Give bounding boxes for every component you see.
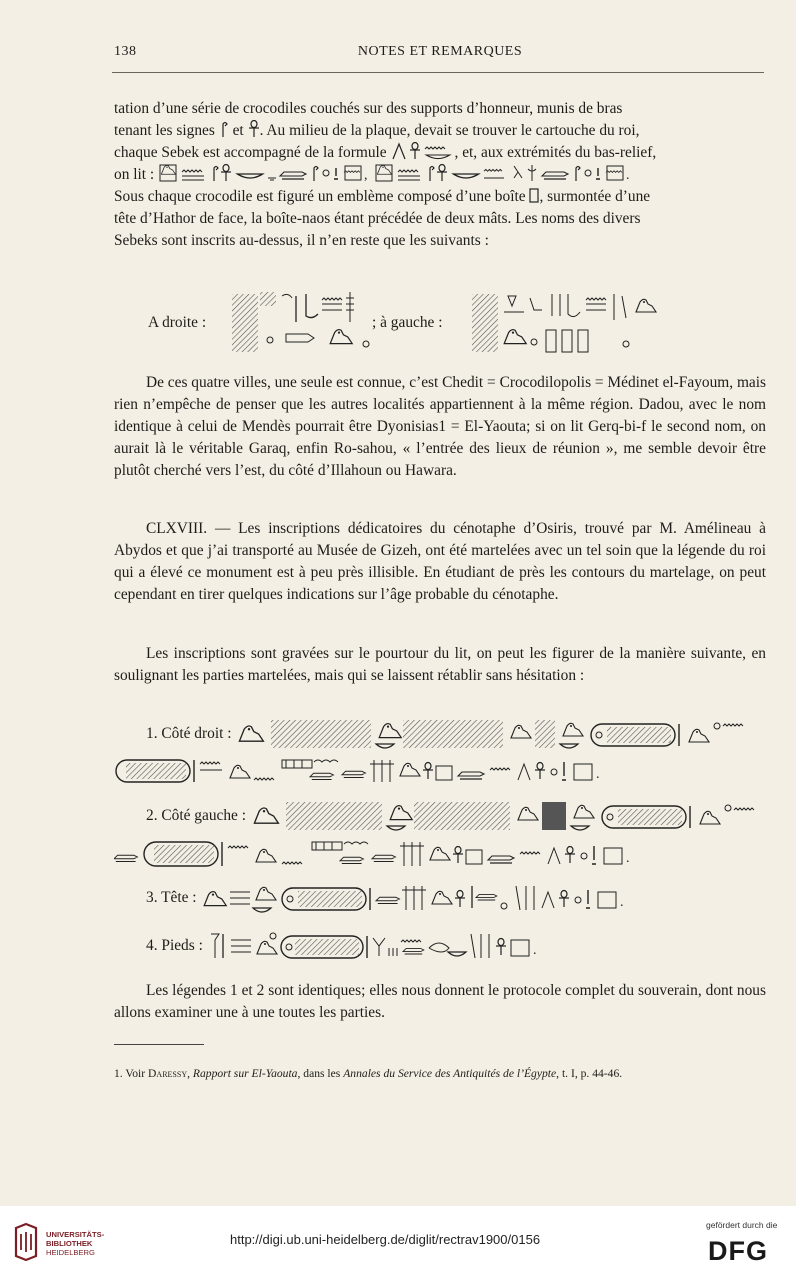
inscription-1-cont-glyphs-icon <box>114 756 714 786</box>
university-library-logo-icon <box>12 1222 40 1262</box>
source-url-link[interactable]: http://digi.ub.uni-heidelberg.de/diglit/rectrav1900/0156 <box>230 1232 541 1247</box>
inscription-3-label: 3. Tête : <box>146 889 197 906</box>
funded-by-text: gefördert durch die <box>706 1220 778 1230</box>
reed-sign-icon <box>219 120 229 138</box>
para1-line4: on lit : , . <box>114 164 766 186</box>
inscription-2 <box>114 800 760 832</box>
inscription-3-glyphs-icon <box>200 882 680 914</box>
para1-line2: tenant les signes et . Au milieu de la plaque, devait se trouver le cartouche du roi, <box>114 122 640 139</box>
paragraph-3: CLXVIII. — Les inscriptions dédicatoires du cénotaphe d’Osiris, trouvé par M. Amélineau à Abydos et que j’ai transporté au Musée de Gizeh, ont été martelées avec un tel soin que la légende du roi qui a élevé ce monument est à peu près illisible. En étudiant de près les contours du martelage, on peut cependant en tirer quelques indications sur l’âge probable du cénotaphe. <box>114 520 766 603</box>
svg-text:.: . <box>620 895 624 910</box>
inscription-2-cont <box>114 838 714 870</box>
para1-line1: tation d’une série de crocodiles couchés sur des supports d’honneur, munis de bras <box>114 100 623 117</box>
page-number: 138 <box>114 44 137 59</box>
hieroglyph-group-right-icon <box>230 290 380 356</box>
para1-line7: Sebeks sont inscrits au-dessus, il n’en reste que les suivants : <box>114 232 489 249</box>
paragraph-1 <box>114 98 766 252</box>
hieroglyph-group-left-icon <box>470 290 680 356</box>
svg-text:,: , <box>364 168 368 182</box>
sebek-names-figure <box>114 288 766 358</box>
svg-text:.: . <box>596 767 600 782</box>
para1-line6: tête d’Hathor de face, la boîte-naos étant précédée de deux mâts. Les noms des divers <box>114 210 641 227</box>
inscription-1-glyphs-icon <box>235 718 745 750</box>
inscription-2-cont-glyphs-icon <box>114 838 714 870</box>
inscription-4-label: 4. Pieds : <box>146 937 203 954</box>
bas-relief-hieroglyphs-icon <box>158 164 738 182</box>
header-rule <box>112 72 764 73</box>
footnote-rule <box>114 1044 204 1045</box>
paragraph-4: Les inscriptions sont gravées sur le pourtour du lit, on peut les figurer de la manière suivante, en soulignant les parties martelées, mais qui se laissent rétablir sans hésitation : <box>114 645 766 684</box>
box-sign-icon <box>529 186 539 204</box>
inscription-4-glyphs-icon <box>207 930 647 962</box>
figure-label-right: A droite : <box>148 314 207 331</box>
page-header <box>114 44 766 64</box>
para1-line3: chaque Sebek est accompagné de la formule , et, aux extrémités du bas-relief, <box>114 144 657 161</box>
footnote-author: Daressy <box>148 1067 188 1080</box>
formula-hieroglyphs-icon <box>391 142 455 160</box>
footnote-journal: Annales du Service des Antiquités de l’Égypte <box>343 1067 557 1080</box>
figure-label-left: ; à gauche : <box>372 314 443 331</box>
inscription-3 <box>114 882 680 914</box>
paragraph-5: Les légendes 1 et 2 sont identiques; elles nous donnent le protocole complet du souverain, dont nous allons examiner une à une toutes les parties. <box>114 982 766 1021</box>
svg-text:.: . <box>626 168 630 182</box>
svg-text:.: . <box>532 943 537 958</box>
inscription-1 <box>114 718 745 750</box>
inscription-4 <box>114 930 647 962</box>
inscription-1-label: 1. Côté droit : <box>146 725 232 742</box>
university-library-name: UNIVERSITÄTS- BIBLIOTHEK HEIDELBERG <box>46 1230 105 1257</box>
inscription-1-cont <box>114 756 714 786</box>
para1-line5: Sous chaque crocodile est figuré un emblème composé d’une boîte , surmontée d’une <box>114 188 651 205</box>
inscription-2-label: 2. Côté gauche : <box>146 807 247 824</box>
running-title: NOTES ET REMARQUES <box>357 44 523 59</box>
ankh-sign-icon <box>248 120 260 138</box>
svg-text:.: . <box>626 851 630 866</box>
footnote-title: Rapport sur El-Yaouta <box>192 1067 298 1080</box>
dfg-logo: DFG <box>708 1236 768 1266</box>
inscription-2-glyphs-icon <box>250 800 760 832</box>
paragraph-2: De ces quatre villes, une seule est connue, c’est Chedit = Crocodilopolis = Médinet el-Fayoum, mais rien n’empêche de penser que les autres localités appartiennent à la même région. Dadou, avec le nom identique à celui de Mendès pourrait être Dyonisias1 = El-Yaouta; si on lit Gerq-bi-f le second nom, on aurait là le véritable Garaq, enfin Ro-sahou, « l’entrée des lieux de réunion », me semble devoir être plutôt cherché vers l’est, du côté d’Illahoun ou Hawara. <box>114 374 767 479</box>
footnote: 1. Voir Daressy, Rapport sur El-Yaouta, dans les Annales du Service des Antiquités de l’Égypte, t. I, p. 44-46. <box>114 1067 623 1080</box>
